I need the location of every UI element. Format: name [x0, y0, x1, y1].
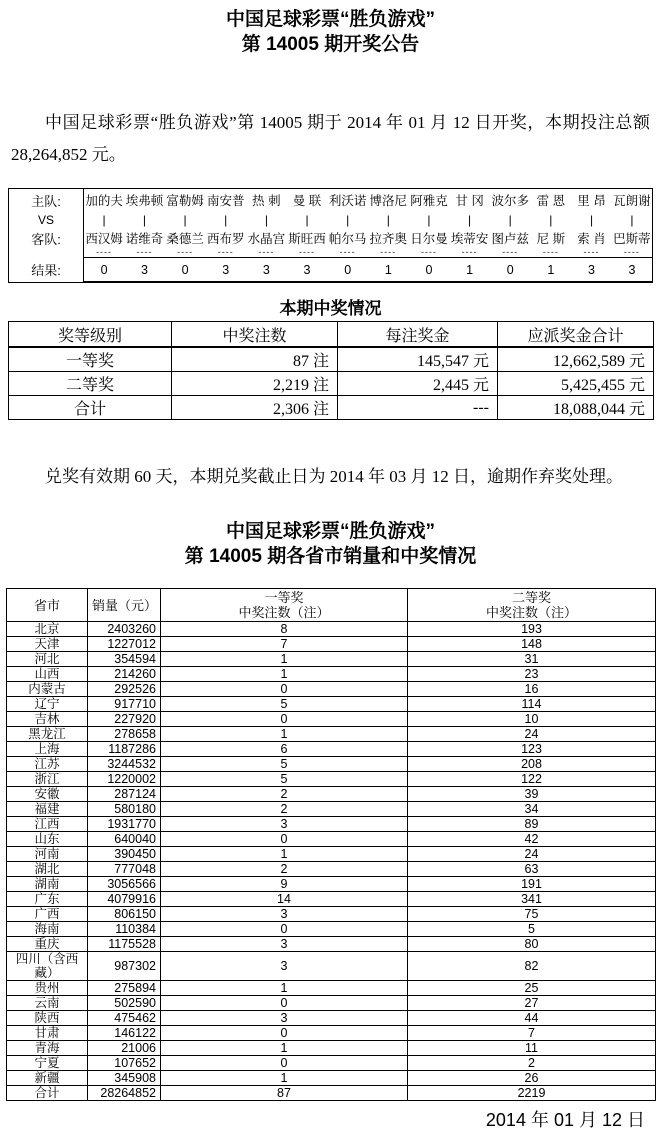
province-cell: 21006	[88, 1041, 161, 1056]
province-cell: 黑龙江	[7, 727, 88, 742]
vs-bar-icon-4: |	[224, 212, 228, 227]
province-cell: 214260	[88, 667, 161, 682]
match-result-row	[9, 258, 653, 283]
province-cell: 广西	[7, 907, 88, 922]
province-cell: 2219	[408, 1086, 656, 1101]
province-cell: 0	[161, 832, 408, 847]
province-row-6	[7, 697, 656, 712]
prize-cell: 2,306 注	[172, 396, 338, 420]
away-team-11: 图卢兹	[491, 232, 529, 246]
match-result-4: 3	[205, 258, 246, 283]
document-title-line2: 第 14005 期开奖公告	[241, 34, 420, 55]
prize-row-1	[9, 347, 654, 372]
province-cell: 107652	[88, 1056, 161, 1071]
first-prize-header-line2: 中奖注数（注）	[238, 605, 330, 620]
match-result-6: 3	[287, 258, 328, 283]
prize-col-total: 应派奖金合计	[498, 322, 654, 348]
province-col-second-prize	[408, 589, 656, 622]
away-team-6: 斯旺西	[288, 232, 326, 246]
home-team-4: 南安普	[206, 194, 245, 208]
province-row-26	[7, 1011, 656, 1026]
province-header-row	[7, 589, 656, 622]
prize-cell: 145,547 元	[338, 347, 498, 372]
province-cell: 合计	[7, 1086, 88, 1101]
away-underline-12: ----	[542, 248, 559, 257]
province-cell: 42	[408, 832, 656, 847]
away-team-7: 帕尔马	[328, 232, 367, 246]
province-cell: 14	[161, 892, 408, 907]
prize-cell: ---	[338, 396, 498, 420]
province-row-16	[7, 847, 656, 862]
province-cell: 148	[408, 637, 656, 652]
province-row-20	[7, 907, 656, 922]
province-row-7	[7, 712, 656, 727]
province-sales-table	[6, 588, 656, 1101]
away-underline-2: ----	[136, 248, 153, 257]
province-col-sales: 销量（元）	[88, 589, 161, 622]
province-cell: 云南	[7, 996, 88, 1011]
away-underline-7: ----	[339, 248, 356, 257]
match-result-8: 1	[368, 258, 409, 283]
prize-col-amount: 每注奖金	[338, 322, 498, 348]
away-team-14: 巴斯蒂	[613, 232, 651, 246]
match-result-13: 3	[571, 258, 612, 283]
away-underline-11: ----	[502, 248, 519, 257]
province-cell: 7	[408, 1026, 656, 1041]
home-team-1: 加的夫	[85, 194, 123, 208]
province-cell: 天津	[7, 637, 88, 652]
province-cell: 75	[408, 907, 656, 922]
prize-col-count: 中奖注数	[172, 322, 338, 348]
province-cell: 777048	[88, 862, 161, 877]
province-cell: 1	[161, 727, 408, 742]
province-row-5	[7, 682, 656, 697]
province-cell: 3	[161, 1011, 408, 1026]
province-col-name: 省市	[7, 589, 88, 622]
away-underline-6: ----	[299, 248, 316, 257]
province-cell: 193	[408, 622, 656, 637]
province-cell: 1	[161, 847, 408, 862]
province-cell: 345908	[88, 1071, 161, 1086]
prize-cell: 2,219 注	[172, 372, 338, 396]
province-cell: 江西	[7, 817, 88, 832]
province-cell: 341	[408, 892, 656, 907]
province-cell: 3	[161, 907, 408, 922]
province-cell: 87	[161, 1086, 408, 1101]
intro-paragraph: 中国足球彩票“胜负游戏”第 14005 期于 2014 年 01 月 12 日开奖，本期投注总额 28,264,852 元。	[11, 113, 650, 164]
province-cell: 四川（含西藏）	[7, 952, 88, 981]
vs-bar-icon-14: |	[630, 212, 634, 227]
province-cell: 陕西	[7, 1011, 88, 1026]
province-cell: 河北	[7, 652, 88, 667]
province-cell: 2	[161, 787, 408, 802]
province-cell: 0	[161, 682, 408, 697]
province-cell: 26	[408, 1071, 656, 1086]
province-col-first-prize	[161, 589, 408, 622]
province-cell: 贵州	[7, 981, 88, 996]
home-team-7: 利沃诺	[328, 194, 367, 208]
province-cell: 山西	[7, 667, 88, 682]
province-cell: 0	[161, 922, 408, 937]
province-cell: 278658	[88, 727, 161, 742]
prize-cell: 87 注	[172, 347, 338, 372]
away-team-8: 拉齐奥	[369, 232, 408, 246]
province-cell: 北京	[7, 622, 88, 637]
province-cell: 806150	[88, 907, 161, 922]
province-row-18	[7, 877, 656, 892]
prize-table-body	[9, 347, 654, 420]
province-cell: 390450	[88, 847, 161, 862]
dash-row-label	[9, 248, 84, 258]
province-cell: 25	[408, 981, 656, 996]
province-cell: 安徽	[7, 787, 88, 802]
province-cell: 110384	[88, 922, 161, 937]
home-team-5: 热 刺	[252, 194, 281, 208]
vs-bar-icon-9: |	[427, 212, 431, 227]
away-underline-5: ----	[258, 248, 275, 257]
province-cell: 青海	[7, 1041, 88, 1056]
away-team-9: 日尔曼	[410, 232, 448, 246]
province-cell: 28264852	[88, 1086, 161, 1101]
second-prize-header-line1: 二等奖	[511, 590, 551, 605]
province-cell: 1	[161, 652, 408, 667]
province-cell: 福建	[7, 802, 88, 817]
away-underline-14: ----	[623, 248, 640, 257]
province-cell: 5	[161, 772, 408, 787]
province-cell: 227920	[88, 712, 161, 727]
away-team-3: 桑德兰	[166, 232, 204, 246]
province-row-2	[7, 637, 656, 652]
province-cell: 31	[408, 652, 656, 667]
province-row-1	[7, 622, 656, 637]
away-underline-9: ----	[420, 248, 437, 257]
province-cell: 5	[161, 697, 408, 712]
prize-header-row	[9, 322, 654, 348]
vs-bar-icon-12: |	[549, 212, 553, 227]
province-cell: 1931770	[88, 817, 161, 832]
away-team-4: 西布罗	[206, 232, 245, 246]
vs-bar-icon-2: |	[142, 212, 147, 227]
province-cell: 甘肃	[7, 1026, 88, 1041]
province-row-11	[7, 772, 656, 787]
vs-bar-icon-3: |	[183, 212, 187, 227]
vs-bar-icon-6: |	[305, 212, 309, 227]
province-cell: 辽宁	[7, 697, 88, 712]
province-cell: 122	[408, 772, 656, 787]
province-cell: 917710	[88, 697, 161, 712]
province-cell: 24	[408, 727, 656, 742]
province-section-header	[0, 493, 661, 569]
province-cell: 114	[408, 697, 656, 712]
first-prize-header-line1: 一等奖	[264, 590, 304, 605]
vs-bar-icon-10: |	[468, 212, 472, 227]
province-row-24	[7, 981, 656, 996]
away-row-label: 客队:	[9, 228, 84, 248]
province-cell: 1227012	[88, 637, 161, 652]
province-cell: 3	[161, 952, 408, 981]
away-team-1: 西汉姆	[85, 232, 123, 246]
home-team-3: 富勒姆	[166, 194, 204, 208]
province-cell: 3	[161, 817, 408, 832]
match-home-row	[9, 189, 653, 212]
province-cell: 1175528	[88, 937, 161, 952]
province-cell: 4079916	[88, 892, 161, 907]
province-row-10	[7, 757, 656, 772]
away-team-12: 尼 斯	[536, 232, 566, 246]
province-cell: 1	[161, 1071, 408, 1086]
announcement-date: 2014 年 01 月 12 日	[485, 1110, 645, 1130]
province-row-3	[7, 652, 656, 667]
province-title-line1: 中国足球彩票“胜负游戏”	[225, 521, 435, 542]
match-result-11: 0	[490, 258, 531, 283]
province-cell: 580180	[88, 802, 161, 817]
province-cell: 7	[161, 637, 408, 652]
province-cell: 湖北	[7, 862, 88, 877]
province-cell: 山东	[7, 832, 88, 847]
province-cell: 3244532	[88, 757, 161, 772]
prize-summary-table	[8, 321, 654, 420]
province-row-13	[7, 802, 656, 817]
province-row-23	[7, 952, 656, 981]
result-row-label: 结果:	[9, 258, 84, 283]
province-cell: 287124	[88, 787, 161, 802]
province-cell: 44	[408, 1011, 656, 1026]
match-result-7: 0	[327, 258, 368, 283]
match-result-2: 3	[124, 258, 165, 283]
vs-bar-icon-13: |	[589, 212, 594, 227]
province-cell: 146122	[88, 1026, 161, 1041]
vs-bar-icon-7: |	[346, 212, 350, 227]
home-team-9: 阿雅克	[410, 194, 448, 208]
province-cell: 6	[161, 742, 408, 757]
away-underline-13: ----	[583, 248, 600, 257]
prize-row-2	[9, 372, 654, 396]
province-cell: 123	[408, 742, 656, 757]
province-cell: 208	[408, 757, 656, 772]
province-cell: 24	[408, 847, 656, 862]
home-team-11: 波尔多	[491, 194, 529, 208]
match-result-5: 3	[246, 258, 287, 283]
prize-cell: 5,425,455 元	[498, 372, 654, 396]
prize-cell: 合计	[9, 396, 172, 420]
province-cell: 1	[161, 981, 408, 996]
province-cell: 80	[408, 937, 656, 952]
away-underline-4: ----	[217, 248, 234, 257]
home-team-14: 瓦朗谢	[613, 194, 651, 208]
province-cell: 宁夏	[7, 1056, 88, 1071]
province-cell: 89	[408, 817, 656, 832]
province-row-9	[7, 742, 656, 757]
province-cell: 2	[161, 862, 408, 877]
away-underline-1: ----	[96, 248, 113, 257]
province-cell: 354594	[88, 652, 161, 667]
province-cell: 3	[161, 937, 408, 952]
match-result-9: 0	[409, 258, 450, 283]
province-cell: 浙江	[7, 772, 88, 787]
match-dash-row	[9, 248, 653, 258]
province-cell: 0	[161, 1056, 408, 1071]
match-result-10: 1	[449, 258, 490, 283]
province-cell: 987302	[88, 952, 161, 981]
province-row-14	[7, 817, 656, 832]
province-cell: 9	[161, 877, 408, 892]
vs-bar-icon-5: |	[264, 212, 268, 227]
province-cell: 1	[161, 667, 408, 682]
province-row-31	[7, 1086, 656, 1101]
vs-bar-icon-11: |	[508, 212, 512, 227]
match-result-12: 1	[531, 258, 572, 283]
document-header	[0, 0, 661, 57]
prize-cell: 12,662,589 元	[498, 347, 654, 372]
away-team-13: 索 肖	[577, 232, 606, 246]
match-result-1: 0	[84, 258, 125, 283]
province-cell: 河南	[7, 847, 88, 862]
province-cell: 内蒙古	[7, 682, 88, 697]
province-cell: 1220002	[88, 772, 161, 787]
province-cell: 1187286	[88, 742, 161, 757]
province-cell: 8	[161, 622, 408, 637]
prize-cell: 二等奖	[9, 372, 172, 396]
province-cell: 1	[161, 1041, 408, 1056]
province-cell: 吉林	[7, 712, 88, 727]
province-cell: 3056566	[88, 877, 161, 892]
home-team-8: 博洛尼	[369, 194, 408, 208]
province-cell: 江苏	[7, 757, 88, 772]
prize-row-3	[9, 396, 654, 420]
home-row-label: 主队:	[9, 189, 84, 212]
province-cell: 63	[408, 862, 656, 877]
province-cell: 16	[408, 682, 656, 697]
redemption-notice-paragraph: 兑奖有效期 60 天，本期兑奖截止日为 2014 年 03 月 12 日，逾期作弃奖处理。	[45, 467, 623, 486]
province-cell: 275894	[88, 981, 161, 996]
province-row-28	[7, 1041, 656, 1056]
match-results-table	[8, 188, 653, 283]
province-cell: 39	[408, 787, 656, 802]
province-row-30	[7, 1071, 656, 1086]
province-row-27	[7, 1026, 656, 1041]
match-away-row	[9, 228, 653, 248]
province-row-12	[7, 787, 656, 802]
prize-cell: 2,445 元	[338, 372, 498, 396]
match-vs-row	[9, 211, 653, 228]
province-cell: 广东	[7, 892, 88, 907]
province-cell: 10	[408, 712, 656, 727]
home-team-6: 曼 联	[292, 194, 322, 208]
second-prize-header-line2: 中奖注数（注）	[485, 605, 577, 620]
away-underline-10: ----	[461, 248, 478, 257]
match-result-3: 0	[165, 258, 206, 283]
province-cell: 2403260	[88, 622, 161, 637]
province-row-17	[7, 862, 656, 877]
province-row-19	[7, 892, 656, 907]
province-cell: 海南	[7, 922, 88, 937]
prize-cell: 一等奖	[9, 347, 172, 372]
province-row-22	[7, 937, 656, 952]
prize-col-level: 奖等级别	[9, 322, 172, 348]
province-cell: 502590	[88, 996, 161, 1011]
province-title-line2: 第 14005 期各省市销量和中奖情况	[184, 546, 477, 567]
home-team-10: 甘 冈	[455, 194, 484, 208]
vs-row-label: VS	[9, 211, 84, 228]
province-cell: 475462	[88, 1011, 161, 1026]
province-row-8	[7, 727, 656, 742]
province-row-15	[7, 832, 656, 847]
province-cell: 5	[408, 922, 656, 937]
province-cell: 82	[408, 952, 656, 981]
home-team-12: 雷 恩	[536, 194, 566, 208]
document-title-line1: 中国足球彩票“胜负游戏”	[225, 9, 435, 30]
away-team-10: 埃蒂安	[450, 232, 489, 246]
province-cell: 0	[161, 996, 408, 1011]
province-cell: 0	[161, 712, 408, 727]
province-row-25	[7, 996, 656, 1011]
province-cell: 湖南	[7, 877, 88, 892]
prize-section-title: 本期中奖情况	[279, 299, 382, 318]
province-cell: 292526	[88, 682, 161, 697]
province-cell: 新疆	[7, 1071, 88, 1086]
vs-bar-icon-8: |	[386, 212, 390, 227]
away-underline-8: ----	[380, 248, 397, 257]
province-cell: 2	[161, 802, 408, 817]
province-cell: 23	[408, 667, 656, 682]
province-cell: 640040	[88, 832, 161, 847]
province-row-21	[7, 922, 656, 937]
home-team-2: 埃弗顿	[125, 194, 164, 208]
away-underline-3: ----	[177, 248, 194, 257]
province-cell: 重庆	[7, 937, 88, 952]
away-team-5: 水晶宫	[247, 232, 286, 246]
province-cell: 27	[408, 996, 656, 1011]
province-cell: 5	[161, 757, 408, 772]
province-cell: 上海	[7, 742, 88, 757]
province-table-body	[7, 622, 656, 1101]
province-row-29	[7, 1056, 656, 1071]
province-cell: 11	[408, 1041, 656, 1056]
vs-bar-icon-1: |	[102, 212, 106, 227]
prize-cell: 18,088,044 元	[498, 396, 654, 420]
province-cell: 0	[161, 1026, 408, 1041]
province-cell: 2	[408, 1056, 656, 1071]
match-result-14: 3	[612, 258, 653, 283]
home-team-13: 里 昂	[577, 194, 606, 208]
province-row-4	[7, 667, 656, 682]
province-cell: 34	[408, 802, 656, 817]
province-cell: 191	[408, 877, 656, 892]
away-team-2: 诺维奇	[125, 232, 164, 246]
